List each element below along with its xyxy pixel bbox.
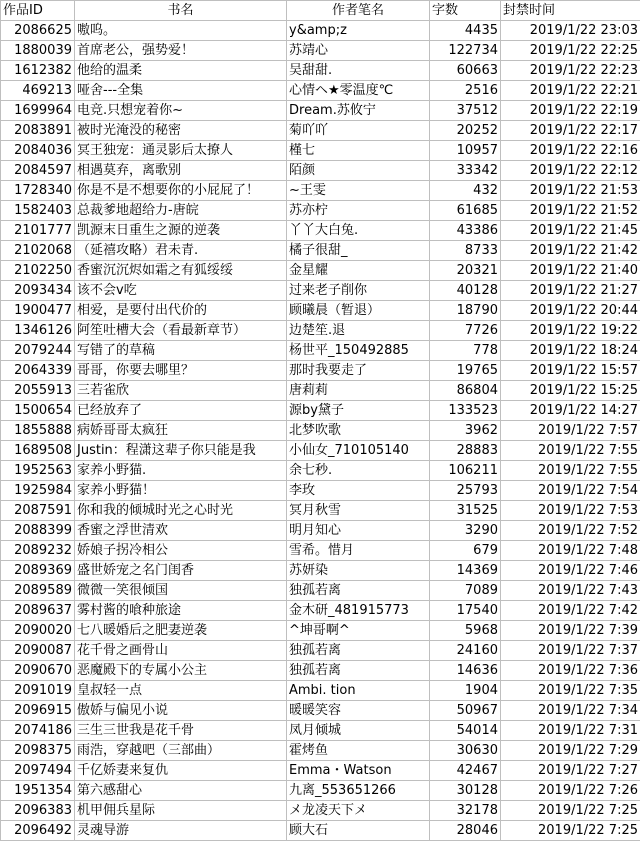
cell-author[interactable]: 独孤若离 [287,661,430,681]
cell-author[interactable]: 余七秒. [287,461,430,481]
cell-work-id[interactable]: 1612382 [1,61,75,81]
cell-work-id[interactable]: 2074186 [1,721,75,741]
cell-title[interactable]: 他给的温柔 [75,61,287,81]
cell-author[interactable]: 那时我要走了 [287,361,430,381]
cell-ban-time[interactable]: 2019/1/22 18:24 [501,341,640,361]
cell-author[interactable]: 霍烤鱼 [287,741,430,761]
cell-author[interactable]: Ambi. tion [287,681,430,701]
cell-author[interactable]: 金星耀 [287,261,430,281]
cell-title[interactable]: 七八暖婚后之肥妻逆袭 [75,621,287,641]
cell-work-id[interactable]: 1880039 [1,41,75,61]
cell-title[interactable]: 三若雀欣 [75,381,287,401]
cell-author[interactable]: ~王雯 [287,181,430,201]
cell-ban-time[interactable]: 2019/1/22 14:27 [501,401,640,421]
cell-author[interactable]: 明月知心 [287,521,430,541]
cell-work-id[interactable]: 2088399 [1,521,75,541]
cell-ban-time[interactable]: 2019/1/22 7:42 [501,601,640,621]
table-row [1,181,640,201]
cell-ban-time[interactable]: 2019/1/22 15:57 [501,361,640,381]
cell-ban-time[interactable]: 2019/1/22 7:54 [501,481,640,501]
cell-title[interactable]: 微微一笑很倾国 [75,581,287,601]
cell-ban-time[interactable]: 2019/1/22 7:53 [501,501,640,521]
table-row [1,781,640,801]
cell-work-id[interactable]: 2087591 [1,501,75,521]
cell-work-id[interactable]: 1699964 [1,101,75,121]
cell-ban-time[interactable]: 2019/1/22 21:42 [501,241,640,261]
cell-word-count[interactable]: 20321 [430,261,501,281]
table-row [1,161,640,181]
table-row [1,641,640,661]
cell-word-count[interactable]: 42467 [430,761,501,781]
cell-work-id[interactable]: 469213 [1,81,75,101]
cell-author[interactable]: 心情ヘ★零温度℃ [287,81,430,101]
header-row [1,1,640,21]
cell-title[interactable]: 香蜜沉沉烬如霜之有狐绥绥 [75,261,287,281]
table-row [1,121,640,141]
cell-author[interactable]: メ龙凌天下メ [287,801,430,821]
cell-work-id[interactable]: 1689508 [1,441,75,461]
table-row [1,41,640,61]
cell-ban-time[interactable]: 2019/1/22 15:25 [501,381,640,401]
cell-author[interactable]: 过来老子削你 [287,281,430,301]
table-row [1,801,640,821]
cell-author[interactable]: 丫丫大白兔. [287,221,430,241]
table-row [1,581,640,601]
cell-work-id[interactable]: 1925984 [1,481,75,501]
cell-author[interactable]: 陌颜 [287,161,430,181]
cell-word-count[interactable]: 778 [430,341,501,361]
table-row [1,501,640,521]
cell-word-count[interactable]: 10957 [430,141,501,161]
cell-author[interactable]: 顾大石 [287,821,430,841]
cell-word-count[interactable]: 40128 [430,281,501,301]
cell-title[interactable]: 嗷呜。 [75,21,287,41]
cell-title[interactable]: 总裁爹地超给力-唐皖 [75,201,287,221]
cell-ban-time[interactable]: 2019/1/22 7:48 [501,541,640,561]
cell-word-count[interactable]: 5968 [430,621,501,641]
cell-word-count[interactable]: 37512 [430,101,501,121]
cell-title[interactable]: 第六感甜心 [75,781,287,801]
cell-ban-time[interactable]: 2019/1/22 7:39 [501,621,640,641]
cell-author[interactable]: 顾曦晨（暂退） [287,301,430,321]
table-row [1,721,640,741]
cell-author[interactable]: ^坤哥啊^ [287,621,430,641]
cell-title[interactable]: 哑舍---全集 [75,81,287,101]
cell-work-id[interactable]: 2089637 [1,601,75,621]
cell-title[interactable]: 你是不是不想要你的小屁屁了！ [75,181,287,201]
cell-word-count[interactable]: 43386 [430,221,501,241]
cell-title[interactable]: 千亿娇妻来复仇 [75,761,287,781]
cell-work-id[interactable]: 2064339 [1,361,75,381]
cell-title[interactable]: 家养小野猫！ [75,481,287,501]
cell-work-id[interactable]: 2096383 [1,801,75,821]
cell-author[interactable]: 北梦吹歌 [287,421,430,441]
cell-ban-time[interactable]: 2019/1/22 7:26 [501,781,640,801]
table-row [1,541,640,561]
cell-word-count[interactable]: 25793 [430,481,501,501]
cell-word-count[interactable]: 32178 [430,801,501,821]
cell-word-count[interactable]: 24160 [430,641,501,661]
table-row [1,661,640,681]
table-row [1,81,640,101]
cell-author[interactable]: Dream.苏攸宁 [287,101,430,121]
cell-word-count[interactable]: 20252 [430,121,501,141]
cell-ban-time[interactable]: 2019/1/22 23:03 [501,21,640,41]
cell-ban-time[interactable]: 2019/1/22 7:35 [501,681,640,701]
cell-work-id[interactable]: 2089589 [1,581,75,601]
cell-word-count[interactable]: 8733 [430,241,501,261]
cell-author[interactable]: 九离_553651266 [287,781,430,801]
cell-author[interactable]: 苏靖心 [287,41,430,61]
table-row [1,621,640,641]
cell-ban-time[interactable]: 2019/1/22 7:55 [501,441,640,461]
cell-author[interactable]: 槿七 [287,141,430,161]
cell-author[interactable]: 小仙女_710105140 [287,441,430,461]
cell-title[interactable]: 凯源末日重生之源的逆袭 [75,221,287,241]
cell-word-count[interactable]: 60663 [430,61,501,81]
cell-title[interactable]: 被时光淹没的秘密 [75,121,287,141]
cell-author[interactable]: 菊吖吖 [287,121,430,141]
cell-work-id[interactable]: 2098375 [1,741,75,761]
header-author[interactable]: 作者笔名 [287,1,430,21]
cell-ban-time[interactable]: 2019/1/22 22:25 [501,41,640,61]
cell-author[interactable]: 杨世平_150492885 [287,341,430,361]
cell-ban-time[interactable]: 2019/1/22 7:46 [501,561,640,581]
table-row [1,761,640,781]
table-row [1,441,640,461]
table-row [1,401,640,421]
cell-word-count[interactable]: 17540 [430,601,501,621]
cell-word-count[interactable]: 50967 [430,701,501,721]
cell-author[interactable]: 凤月倾城 [287,721,430,741]
cell-ban-time[interactable]: 2019/1/22 21:45 [501,221,640,241]
cell-title[interactable]: 相爱，是要付出代价的 [75,301,287,321]
cell-word-count[interactable]: 7726 [430,321,501,341]
cell-title[interactable]: 已经放弃了 [75,401,287,421]
table-row [1,681,640,701]
cell-word-count[interactable]: 679 [430,541,501,561]
cell-title[interactable]: Justin：程潇这辈子你只能是我 [75,441,287,461]
cell-ban-time[interactable]: 2019/1/22 7:25 [501,801,640,821]
cell-author[interactable]: 橘子很甜_ [287,241,430,261]
header-title[interactable]: 书名 [75,1,287,21]
cell-word-count[interactable]: 86804 [430,381,501,401]
table-row [1,21,640,41]
cell-word-count[interactable]: 432 [430,181,501,201]
cell-word-count[interactable]: 31525 [430,501,501,521]
cell-ban-time[interactable]: 2019/1/22 7:31 [501,721,640,741]
cell-title[interactable]: 雾村酱的喰种旅途 [75,601,287,621]
cell-author[interactable]: 李玫 [287,481,430,501]
cell-title[interactable]: 你和我的倾城时光之心时光 [75,501,287,521]
table-row [1,361,640,381]
cell-word-count[interactable]: 106211 [430,461,501,481]
cell-work-id[interactable]: 1951354 [1,781,75,801]
cell-ban-time[interactable]: 2019/1/22 22:23 [501,61,640,81]
cell-author[interactable]: 唐莉莉 [287,381,430,401]
cell-work-id[interactable]: 2079244 [1,341,75,361]
cell-word-count[interactable]: 2516 [430,81,501,101]
cell-word-count[interactable]: 33342 [430,161,501,181]
cell-word-count[interactable]: 28883 [430,441,501,461]
header-word-count[interactable]: 字数 [430,1,501,21]
cell-author[interactable]: y&amp;z [287,21,430,41]
cell-ban-time[interactable]: 2019/1/22 22:16 [501,141,640,161]
cell-ban-time[interactable]: 2019/1/22 22:21 [501,81,640,101]
table-row [1,201,640,221]
cell-title[interactable]: 盛世娇宠之名门闺香 [75,561,287,581]
cell-author[interactable]: 边楚笙.退 [287,321,430,341]
cell-work-id[interactable]: 2097494 [1,761,75,781]
cell-ban-time[interactable]: 2019/1/22 22:19 [501,101,640,121]
cell-title[interactable]: 相遇莫弃，离歌别 [75,161,287,181]
cell-work-id[interactable]: 1500654 [1,401,75,421]
cell-author[interactable]: 金木研_481915773 [287,601,430,621]
cell-work-id[interactable]: 2084597 [1,161,75,181]
cell-word-count[interactable]: 7089 [430,581,501,601]
cell-author[interactable]: 暖暖笑容 [287,701,430,721]
cell-ban-time[interactable]: 2019/1/22 7:34 [501,701,640,721]
table-row [1,601,640,621]
cell-title[interactable]: （延禧攻略）君未青. [75,241,287,261]
cell-author[interactable]: 苏妍染 [287,561,430,581]
cell-title[interactable]: 哥哥，你要去哪里？ [75,361,287,381]
cell-title[interactable]: 家养小野猫. [75,461,287,481]
cell-work-id[interactable]: 2093434 [1,281,75,301]
table-row [1,281,640,301]
cell-title[interactable]: 阿笙吐槽大会（看最新章节） [75,321,287,341]
cell-title[interactable]: 病娇哥哥太疯狂 [75,421,287,441]
cell-work-id[interactable]: 2090020 [1,621,75,641]
table-row [1,341,640,361]
cell-work-id[interactable]: 2089232 [1,541,75,561]
cell-title[interactable]: 电竞.只想宠着你~ [75,101,287,121]
cell-work-id[interactable]: 2086625 [1,21,75,41]
cell-ban-time[interactable]: 2019/1/22 7:37 [501,641,640,661]
cell-title[interactable]: 花千骨之画骨山 [75,641,287,661]
cell-author[interactable]: 冥月秋雪 [287,501,430,521]
cell-ban-time[interactable]: 2019/1/22 20:44 [501,301,640,321]
table-row [1,141,640,161]
cell-author[interactable]: 雪希。惜月 [287,541,430,561]
cell-work-id[interactable]: 2102250 [1,261,75,281]
cell-work-id[interactable]: 1728340 [1,181,75,201]
table-row [1,101,640,121]
table-row [1,701,640,721]
cell-work-id[interactable]: 2096915 [1,701,75,721]
cell-ban-time[interactable]: 2019/1/22 21:52 [501,201,640,221]
cell-work-id[interactable]: 2090087 [1,641,75,661]
cell-work-id[interactable]: 1855888 [1,421,75,441]
table-row [1,381,640,401]
cell-word-count[interactable]: 1904 [430,681,501,701]
cell-title[interactable]: 首席老公，强势爱！ [75,41,287,61]
cell-work-id[interactable]: 1952563 [1,461,75,481]
cell-ban-time[interactable]: 2019/1/22 7:25 [501,821,640,841]
cell-work-id[interactable]: 2083891 [1,121,75,141]
cell-work-id[interactable]: 1346126 [1,321,75,341]
cell-ban-time[interactable]: 2019/1/22 7:27 [501,761,640,781]
cell-ban-time[interactable]: 2019/1/22 7:43 [501,581,640,601]
table-row [1,461,640,481]
cell-title[interactable]: 冥王独宠：通灵影后太撩人 [75,141,287,161]
table-row [1,561,640,581]
cell-ban-time[interactable]: 2019/1/22 7:55 [501,461,640,481]
table-row [1,61,640,81]
cell-word-count[interactable]: 18790 [430,301,501,321]
cell-ban-time[interactable]: 2019/1/22 21:40 [501,261,640,281]
header-ban-time[interactable]: 封禁时间 [501,1,640,21]
table-row [1,261,640,281]
cell-title[interactable]: 娇娘子拐冷相公 [75,541,287,561]
cell-word-count[interactable]: 133523 [430,401,501,421]
cell-title[interactable]: 该不会v吃 [75,281,287,301]
cell-author[interactable]: 独孤若离 [287,641,430,661]
cell-work-id[interactable]: 1900477 [1,301,75,321]
cell-title[interactable]: 香蜜之浮世清欢 [75,521,287,541]
cell-ban-time[interactable]: 2019/1/22 22:12 [501,161,640,181]
cell-title[interactable]: 皇叔轻一点 [75,681,287,701]
table-row [1,301,640,321]
cell-word-count[interactable]: 28046 [430,821,501,841]
cell-word-count[interactable]: 14636 [430,661,501,681]
cell-work-id[interactable]: 2084036 [1,141,75,161]
table-row [1,241,640,261]
cell-work-id[interactable]: 2101777 [1,221,75,241]
cell-title[interactable]: 傲娇与偏见小说 [75,701,287,721]
table-row [1,481,640,501]
cell-word-count[interactable]: 61685 [430,201,501,221]
cell-work-id[interactable]: 1582403 [1,201,75,221]
cell-title[interactable]: 恶魔殿下的专属小公主 [75,661,287,681]
cell-author[interactable]: 独孤若离 [287,581,430,601]
table-row [1,821,640,841]
cell-title[interactable]: 写错了的草稿 [75,341,287,361]
cell-work-id[interactable]: 2096492 [1,821,75,841]
table-row [1,321,640,341]
cell-title[interactable]: 灵魂导游 [75,821,287,841]
cell-word-count[interactable]: 30128 [430,781,501,801]
cell-ban-time[interactable]: 2019/1/22 7:57 [501,421,640,441]
cell-word-count[interactable]: 122734 [430,41,501,61]
cell-work-id[interactable]: 2102068 [1,241,75,261]
cell-author[interactable]: 源by黛子 [287,401,430,421]
cell-author[interactable]: Emma・Watson [287,761,430,781]
cell-word-count[interactable]: 19765 [430,361,501,381]
cell-work-id[interactable]: 2055913 [1,381,75,401]
cell-ban-time[interactable]: 2019/1/22 7:52 [501,521,640,541]
cell-ban-time[interactable]: 2019/1/22 7:29 [501,741,640,761]
cell-word-count[interactable]: 30630 [430,741,501,761]
cell-author[interactable]: 苏亦柠 [287,201,430,221]
cell-word-count[interactable]: 54014 [430,721,501,741]
table-row [1,521,640,541]
cell-ban-time[interactable]: 2019/1/22 21:53 [501,181,640,201]
table-row [1,421,640,441]
cell-ban-time[interactable]: 2019/1/22 22:17 [501,121,640,141]
cell-word-count[interactable]: 3962 [430,421,501,441]
table-row [1,221,640,241]
cell-author[interactable]: 吴甜甜. [287,61,430,81]
cell-word-count[interactable]: 4435 [430,21,501,41]
cell-title[interactable]: 雨浩，穿越吧（三部曲） [75,741,287,761]
header-work-id[interactable]: 作品ID [1,1,75,21]
cell-work-id[interactable]: 2091019 [1,681,75,701]
cell-title[interactable]: 机甲佣兵星际 [75,801,287,821]
cell-ban-time[interactable]: 2019/1/22 21:27 [501,281,640,301]
cell-work-id[interactable]: 2090670 [1,661,75,681]
cell-ban-time[interactable]: 2019/1/22 19:22 [501,321,640,341]
cell-work-id[interactable]: 2089369 [1,561,75,581]
cell-word-count[interactable]: 3290 [430,521,501,541]
cell-title[interactable]: 三生三世我是花千骨 [75,721,287,741]
cell-ban-time[interactable]: 2019/1/22 7:36 [501,661,640,681]
cell-word-count[interactable]: 14369 [430,561,501,581]
